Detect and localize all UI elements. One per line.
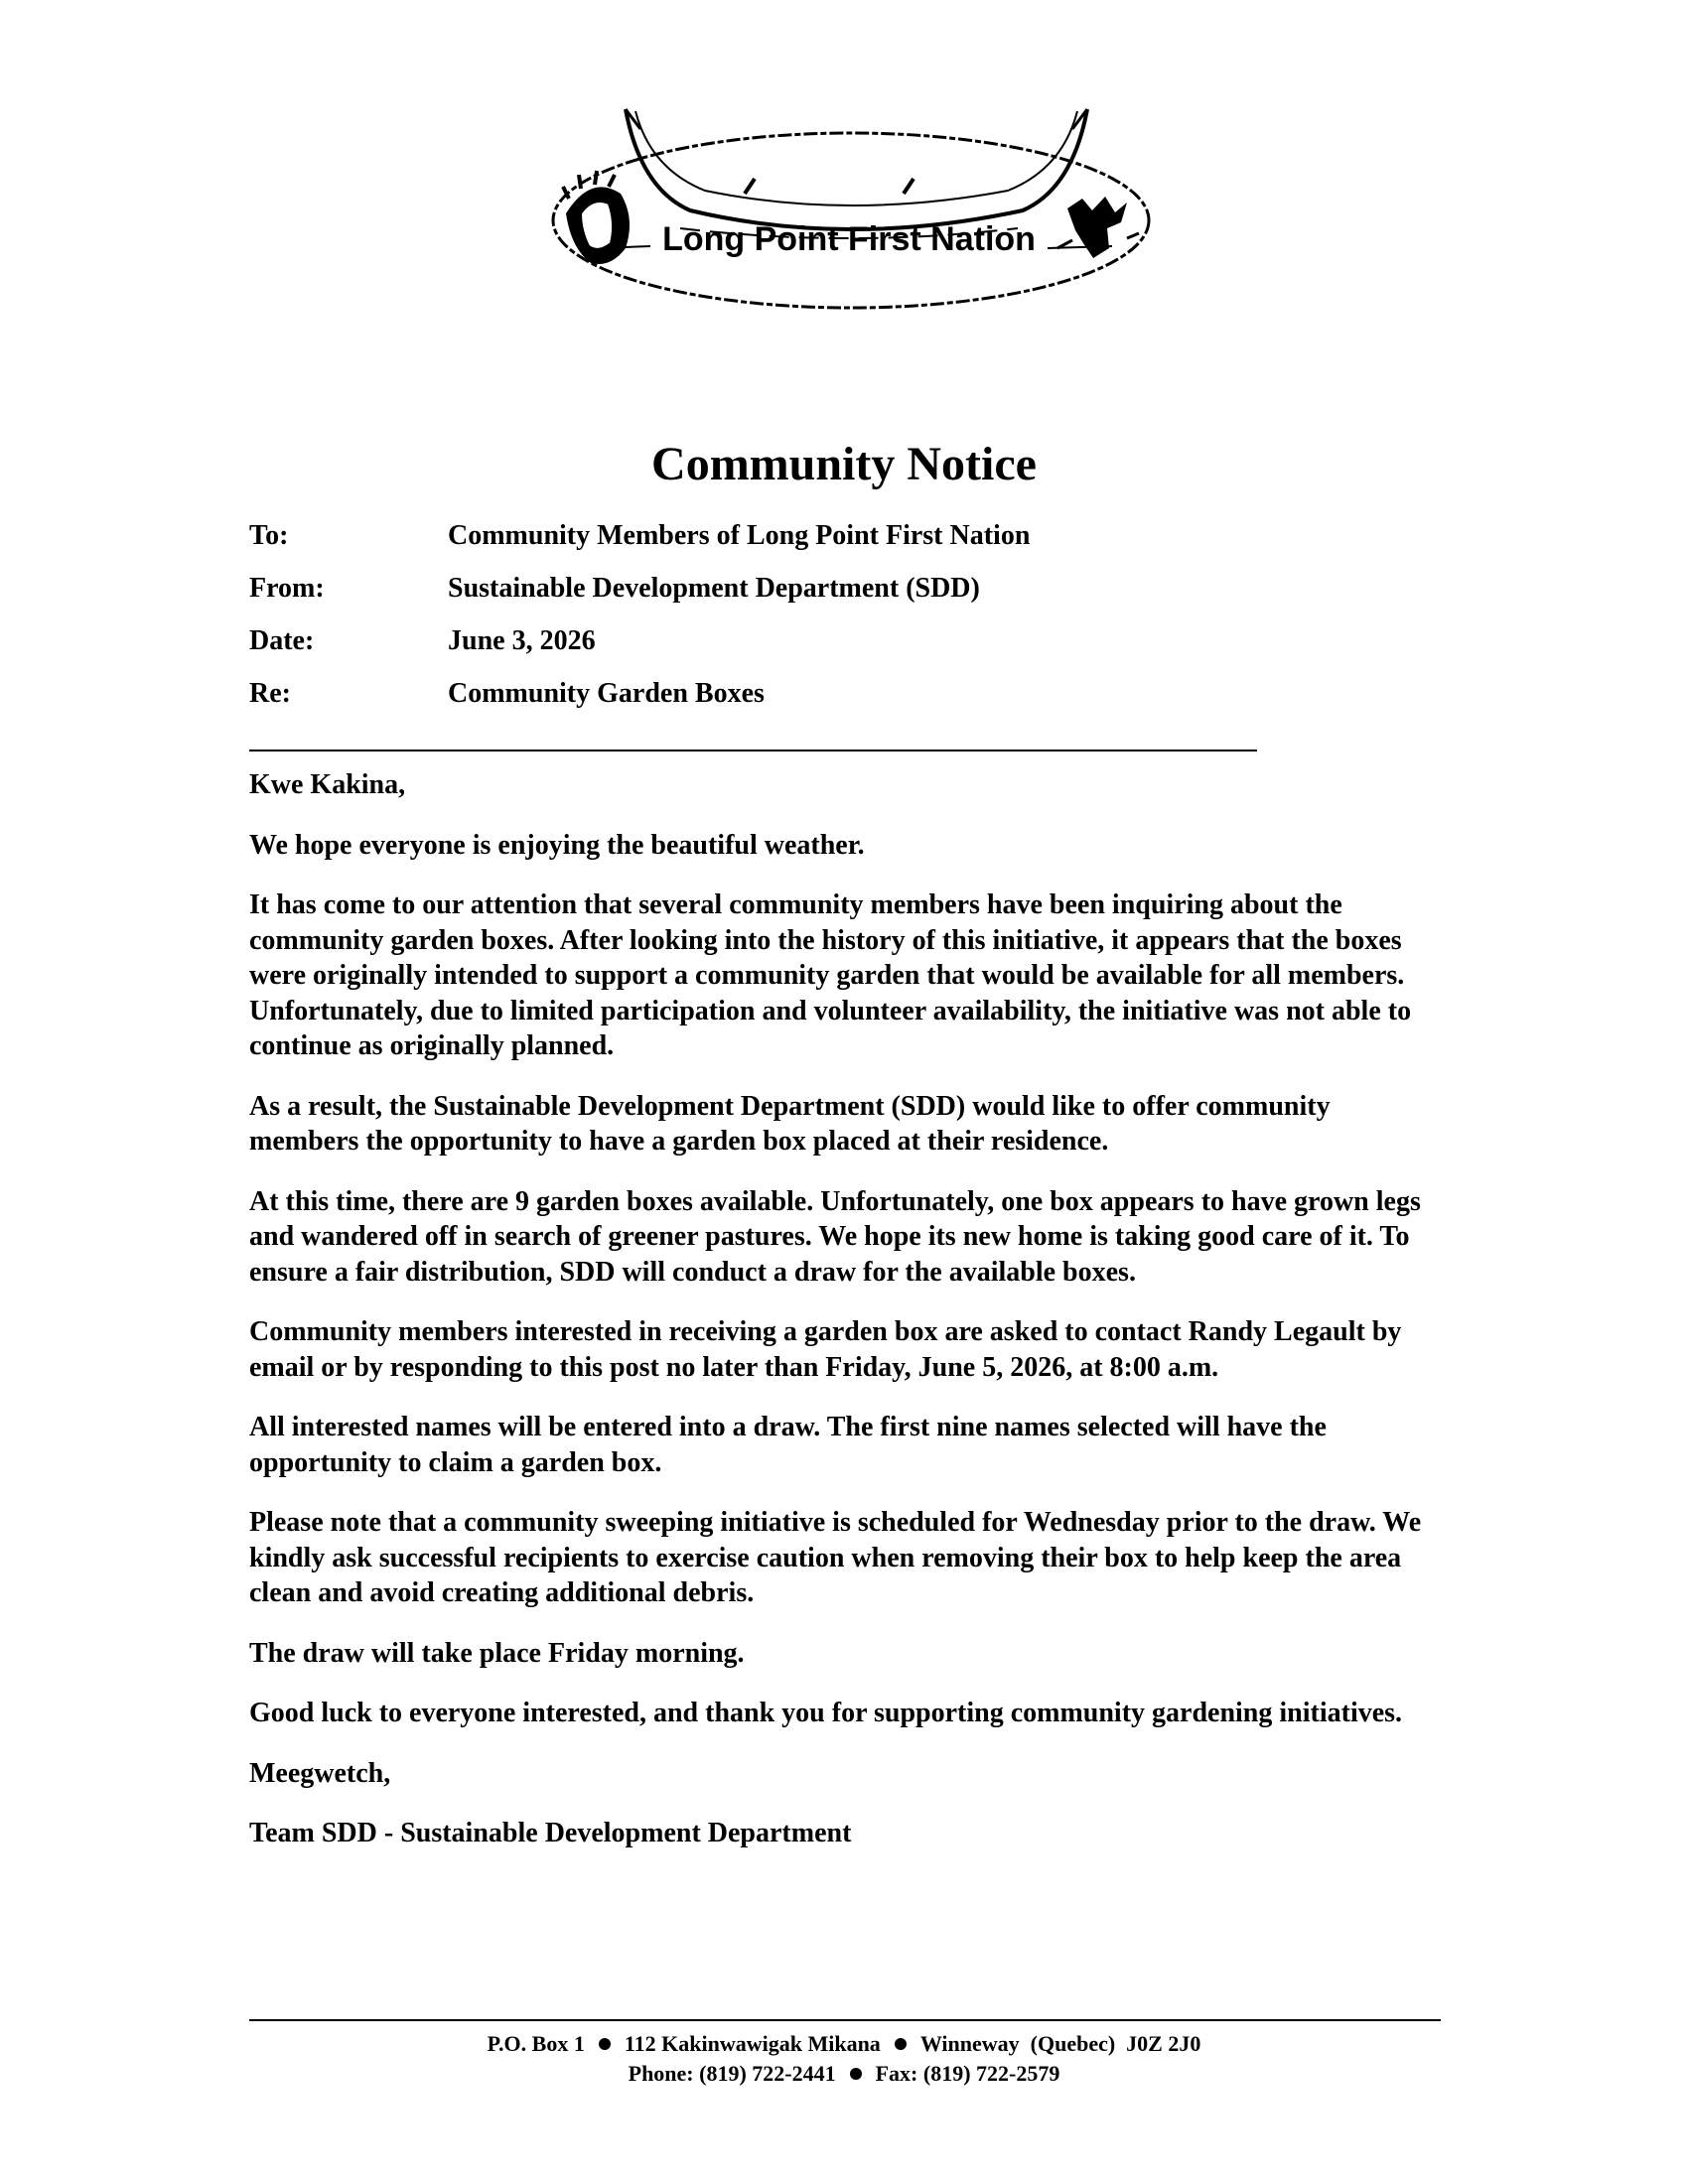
memo-row-to [249, 516, 1302, 569]
memo-row-from [249, 569, 1302, 621]
body-paragraph: It has come to our attention that several community members have been inquiring about the community garden boxes. After looking into the history of this initiative, it appears that the boxes were originally intended to support a community garden that would be available for all members. Unfortunately, due to limited participation and volunteer availability, the initiative was not able to continue as originally planned. [249, 889, 1412, 1061]
body-paragraph: As a result, the Sustainable Development Department (SDD) would like to offer community members the opportunity to have a garden box placed at their residence. [249, 1090, 1331, 1157]
footer-po-box: P.O. Box 1 [487, 2031, 585, 2056]
body-paragraph: Good luck to everyone interested, and thank you for supporting community gardening initiatives. [249, 1698, 1403, 1728]
bullet-icon [599, 2038, 611, 2050]
body-paragraph: The draw will take place Friday morning. [249, 1637, 745, 1669]
memo-row-date [249, 621, 1302, 674]
footer-fax: Fax: (819) 722-2579 [875, 2061, 1060, 2086]
footer-divider [249, 2019, 1441, 2021]
memo-label: To: [249, 520, 289, 551]
footer-address-line [0, 2029, 1688, 2059]
notice-body [249, 767, 1441, 1876]
memo-row-re [249, 674, 1302, 727]
body-paragraph: Community members interested in receiving a garden box are asked to contact Randy Legault by email or by responding to this post no later than Friday, June 5, 2026, at 8:00 a.m. [249, 1316, 1402, 1383]
memo-label: From: [249, 573, 325, 604]
memo-label: Date: [249, 625, 315, 656]
footer [0, 2029, 1688, 2089]
greeting: Kwe Kakina, [249, 769, 406, 800]
memo-label: Re: [249, 678, 291, 709]
memo-value: Community Garden Boxes [448, 678, 765, 709]
footer-city: Winneway (Quebec) J0Z 2J0 [919, 2031, 1201, 2056]
footer-phone: Phone: (819) 722-2441 [628, 2061, 836, 2086]
memo-value: June 3, 2026 [448, 625, 596, 656]
bullet-icon [895, 2038, 907, 2050]
canoe-logo-icon [531, 99, 1167, 318]
moose-icon [1057, 197, 1139, 258]
body-paragraph: Please note that a community sweeping initiative is scheduled for Wednesday prior to the draw. We kindly ask successful recipients to exercise caution when removing their box to help keep the area clean and avoid creating additional debris. [249, 1507, 1422, 1608]
closing: Meegwetch, [249, 1757, 391, 1789]
page-title: Community Notice [651, 438, 1037, 490]
signature: Team SDD - Sustainable Development Department [249, 1818, 852, 1848]
memo-value: Community Members of Long Point First Nation [448, 520, 1031, 551]
footer-contact-line [0, 2059, 1688, 2089]
memo-value: Sustainable Development Department (SDD) [448, 573, 980, 604]
footer-street: 112 Kakinwawigak Mikana [624, 2031, 881, 2056]
bullet-icon [850, 2068, 862, 2080]
body-paragraph: All interested names will be entered into a draw. The first nine names selected will have the opportunity to claim a garden box. [249, 1412, 1327, 1478]
header-divider [249, 750, 1257, 751]
long-point-first-nation-logo [531, 99, 1167, 318]
body-paragraph: We hope everyone is enjoying the beautiful weather. [249, 829, 865, 861]
body-paragraph: At this time, there are 9 garden boxes available. Unfortunately, one box appears to have grown legs and wandered off in search of greener pastures. We hope its new home is taking good care of it. To ensure a fair distribution, SDD will conduct a draw for the available boxes. [249, 1185, 1421, 1288]
memo-header [249, 516, 1302, 727]
logo-text: Long Point First Nation [662, 220, 1036, 258]
